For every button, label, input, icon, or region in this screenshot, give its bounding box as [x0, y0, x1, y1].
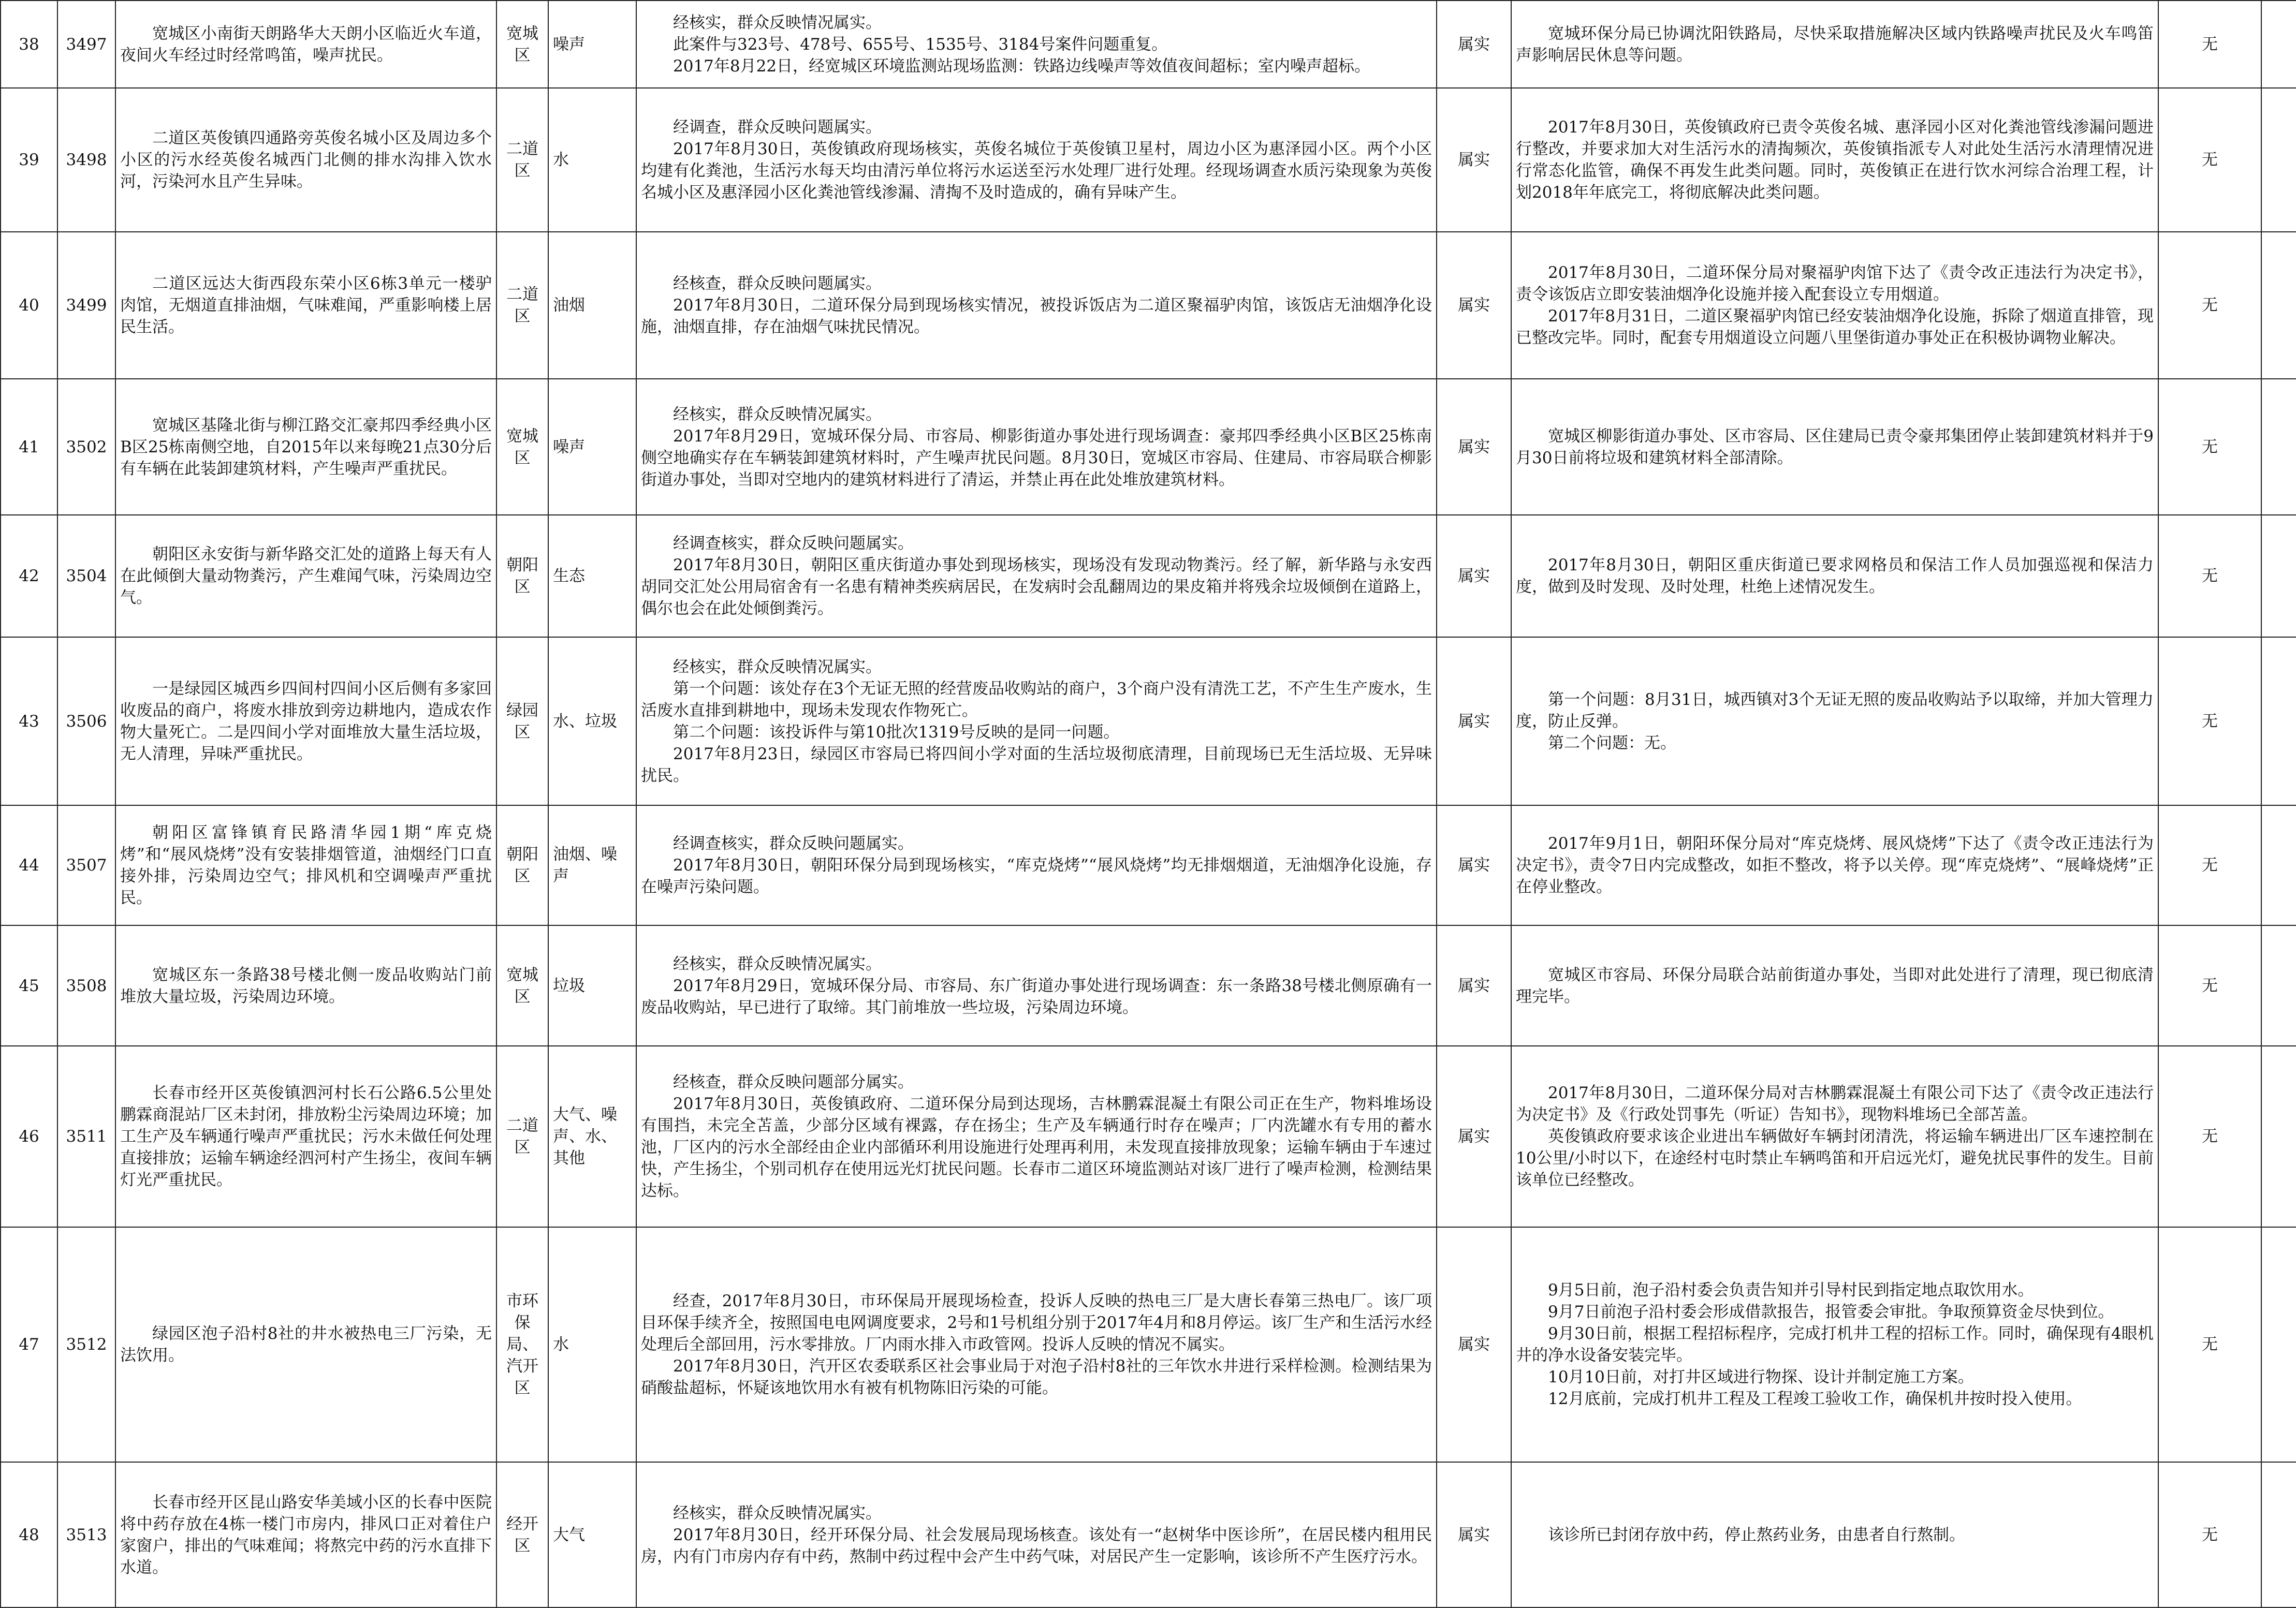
- complaint-description: [115, 1227, 496, 1462]
- handling-result-paragraph: 2017年8月30日，二道环保分局对聚福驴肉馆下达了《责令改正违法行为决定书》，责令该饭店立即安装油烟净化设施并接入配套设立专用烟道。: [1516, 263, 2154, 304]
- verification-status: 属实: [1437, 1046, 1511, 1227]
- trailing-cell: [2261, 637, 2296, 805]
- investigation-findings: [636, 1227, 1437, 1462]
- accountability: 无: [2158, 88, 2261, 232]
- investigation-findings: [636, 1046, 1437, 1227]
- trailing-cell: [2261, 88, 2296, 232]
- handling-result: [1511, 232, 2158, 379]
- pollution-type: 大气: [548, 1462, 636, 1607]
- handling-result: [1511, 379, 2158, 515]
- accountability: 无: [2158, 1462, 2261, 1607]
- handling-result: [1511, 1227, 2158, 1462]
- investigation-findings: [636, 232, 1437, 379]
- handling-result-paragraph: 2017年8月31日，二道区聚福驴肉馆已经安装油烟净化设施，拆除了烟道直排管，现已整改完毕。同时，配套专用烟道设立问题八里堡街道办事处正在积极协调物业解决。: [1516, 307, 2154, 347]
- district: 经开区: [496, 1462, 548, 1607]
- complaint-description: [115, 1046, 496, 1227]
- trailing-cell: [2261, 515, 2296, 637]
- pollution-type: 噪声: [548, 379, 636, 515]
- trailing-cell: [2261, 1227, 2296, 1462]
- handling-result-paragraph: 9月30日前，根据工程招标程序，完成打机井工程的招标工作。同时，确保现有4眼机井的净水设备安装完毕。: [1516, 1324, 2154, 1365]
- row-number: 38: [1, 1, 57, 88]
- handling-result-paragraph: 宽城区柳影街道办事处、区市容局、区住建局已责令豪邦集团停止装卸建筑材料并于9月30日前将垃圾和建筑材料全部清除。: [1516, 426, 2154, 467]
- handling-result: [1511, 925, 2158, 1046]
- verification-status: 属实: [1437, 1227, 1511, 1462]
- handling-result-paragraph: 2017年8月30日，二道环保分局对吉林鹏霖混凝土有限公司下达了《责令改正违法行为决定书》及《行政处罚事先（听证）告知书》，现物料堆场已全部苫盖。: [1516, 1084, 2154, 1124]
- accountability: 无: [2158, 925, 2261, 1046]
- complaint-description-text: 宽城区小南街天朗路华大天朗小区临近火车道，夜间火车经过时经常鸣笛，噪声扰民。: [120, 24, 492, 65]
- table-row: [1, 1462, 2296, 1607]
- district: 宽城区: [496, 1, 548, 88]
- investigation-findings-paragraph: 2017年8月30日，二道环保分局到现场核实情况，被投诉饭店为二道区聚福驴肉馆，该饭店无油烟净化设施，油烟直排，存在油烟气味扰民情况。: [641, 296, 1432, 336]
- pollution-type: 垃圾: [548, 925, 636, 1046]
- district: 市环保局、汽开区: [496, 1227, 548, 1462]
- complaint-description: [115, 637, 496, 805]
- row-number: 46: [1, 1046, 57, 1227]
- complaint-description: [115, 805, 496, 925]
- table-row: [1, 515, 2296, 637]
- complaint-description-text: 长春市经开区昆山路安华美域小区的长春中医院将中药存放在4栋一楼门市房内，排风口正对着住户家窗户，排出的气味难闻；将熬完中药的污水直排下水道。: [120, 1493, 492, 1577]
- case-number: 3508: [57, 925, 115, 1046]
- verification-status: 属实: [1437, 637, 1511, 805]
- complaint-description-text: 二道区英俊镇四通路旁英俊名城小区及周边多个小区的污水经英俊名城西门北侧的排水沟排入饮水河，污染河水且产生异味。: [120, 129, 492, 191]
- accountability: 无: [2158, 1046, 2261, 1227]
- investigation-findings: [636, 637, 1437, 805]
- investigation-findings-paragraph: 2017年8月30日，朝阳区重庆街道办事处到现场核实，现场没有发现动物粪污。经了解，新华路与永安西胡同交汇处公用局宿舍有一名患有精神类疾病居民，在发病时会乱翻周边的果皮箱并将残余垃圾倾倒在道路上，偶尔也会在此处倾倒粪污。: [641, 556, 1432, 618]
- handling-result: [1511, 1462, 2158, 1607]
- verification-status: 属实: [1437, 805, 1511, 925]
- row-number: 47: [1, 1227, 57, 1462]
- trailing-cell: [2261, 379, 2296, 515]
- verification-status: 属实: [1437, 88, 1511, 232]
- complaint-description-text: 绿园区泡子沿村8社的井水被热电三厂污染，无法饮用。: [120, 1324, 492, 1365]
- trailing-cell: [2261, 1462, 2296, 1607]
- investigation-findings-paragraph: 经核实，群众反映情况属实。: [673, 954, 882, 973]
- pollution-type: 油烟: [548, 232, 636, 379]
- accountability: 无: [2158, 1, 2261, 88]
- case-number: 3498: [57, 88, 115, 232]
- investigation-findings-paragraph: 2017年8月30日，汽开区农委联系区社会事业局于对泡子沿村8社的三年饮水井进行采样检测。检测结果为硝酸盐超标，怀疑该地饮用水有被有机物陈旧污染的可能。: [641, 1357, 1432, 1397]
- investigation-findings-paragraph: 2017年8月29日，宽城环保分局、市容局、东广街道办事处进行现场调查：东一条路38号楼北侧原确有一废品收购站，早已进行了取缔。其门前堆放一些垃圾，污染周边环境。: [641, 976, 1432, 1017]
- investigation-findings: [636, 925, 1437, 1046]
- case-number: 3507: [57, 805, 115, 925]
- case-number: 3504: [57, 515, 115, 637]
- handling-result-paragraph: 英俊镇政府要求该企业进出车辆做好车辆封闭清洗，将运输车辆进出厂区车速控制在10公里/小时以下，在途经村屯时禁止车辆鸣笛和开启远光灯，避免扰民事件的发生。目前该单位已经整改。: [1516, 1127, 2154, 1189]
- handling-result-paragraph: 第二个问题：无。: [1548, 733, 1676, 753]
- row-number: 41: [1, 379, 57, 515]
- trailing-cell: [2261, 1046, 2296, 1227]
- investigation-findings-paragraph: 2017年8月30日，经开环保分局、社会发展局现场核查。该处有一“赵树华中医诊所”，在居民楼内租用民房，内有门市房内存有中药，熬制中药过程中会产生中药气味，对居民产生一定影响，该诊所不产生医疗污水。: [641, 1525, 1432, 1566]
- handling-result: [1511, 1, 2158, 88]
- investigation-findings-paragraph: 经核实，群众反映情况属实。: [673, 1503, 882, 1523]
- handling-result: [1511, 515, 2158, 637]
- handling-result-paragraph: 9月7日前泡子沿村委会形成借款报告，报管委会审批。争取预算资金尽快到位。: [1548, 1303, 2114, 1321]
- case-number: 3506: [57, 637, 115, 805]
- accountability: 无: [2158, 1227, 2261, 1462]
- complaint-description-text: 长春市经开区英俊镇泗河村长石公路6.5公里处鹏霖商混站厂区未封闭，排放粉尘污染周边环境；加工生产及车辆通行噪声严重扰民；污水未做任何处理直接排放；运输车辆途经泗河村产生扬尘，夜间车辆灯光严重扰民。: [120, 1084, 492, 1189]
- table-row: [1, 1, 2296, 88]
- case-number: 3513: [57, 1462, 115, 1607]
- investigation-findings-paragraph: 2017年8月22日，经宽城区环境监测站现场监测：铁路边线噪声等效值夜间超标；室内噪声超标。: [673, 56, 1371, 76]
- district: 二道区: [496, 1046, 548, 1227]
- investigation-findings: [636, 1462, 1437, 1607]
- complaint-description: [115, 925, 496, 1046]
- investigation-findings-paragraph: 此案件与323号、478号、655号、1535号、3184号案件问题重复。: [673, 35, 1168, 54]
- table-row: [1, 1227, 2296, 1462]
- handling-result: [1511, 88, 2158, 232]
- table-row: [1, 1046, 2296, 1227]
- investigation-findings: [636, 88, 1437, 232]
- investigation-findings-paragraph: 2017年8月29日，宽城环保分局、市容局、柳影街道办事处进行现场调查：豪邦四季经典小区B区25栋南侧空地确实存在车辆装卸建筑材料时，产生噪声扰民问题。8月30日，宽城区市容局、住建局、市容局联合柳影街道办事处，当即对空地内的建筑材料进行了清运，并禁止再在此处堆放建筑材料。: [641, 426, 1432, 489]
- row-number: 48: [1, 1462, 57, 1607]
- trailing-cell: [2261, 232, 2296, 379]
- accountability: 无: [2158, 379, 2261, 515]
- handling-result-paragraph: 9月5日前，泡子沿村委会负责告知并引导村民到指定地点取饮用水。: [1548, 1281, 2034, 1300]
- complaint-description-text: 宽城区东一条路38号楼北侧一废品收购站门前堆放大量垃圾，污染周边环境。: [120, 965, 492, 1006]
- trailing-cell: [2261, 805, 2296, 925]
- pollution-type: 生态: [548, 515, 636, 637]
- district: 绿园区: [496, 637, 548, 805]
- complaint-description: [115, 379, 496, 515]
- district: 宽城区: [496, 925, 548, 1046]
- accountability: 无: [2158, 232, 2261, 379]
- investigation-findings-paragraph: 经调查，群众反映问题属实。: [673, 118, 882, 137]
- district: 宽城区: [496, 379, 548, 515]
- investigation-findings-paragraph: 第二个问题：该投诉件与第10批次1319号反映的是同一问题。: [673, 722, 1120, 742]
- table-row: [1, 805, 2296, 925]
- complaint-description-text: 宽城区基隆北街与柳江路交汇豪邦四季经典小区B区25栋南侧空地，自2015年以来每晚21点30分后有车辆在此装卸建筑材料，产生噪声严重扰民。: [120, 416, 492, 478]
- investigation-findings-paragraph: 2017年8月30日，英俊镇政府现场核实，英俊名城位于英俊镇卫星村，周边小区为惠泽园小区。两个小区均建有化粪池，生活污水每天均由清污单位将污水运送至污水处理厂进行处理。经现场调查水质污染现象为英俊名城小区及惠泽园小区化粪池管线渗漏、清掏不及时造成的，确有异味产生。: [641, 140, 1432, 202]
- pollution-type: 水、垃圾: [548, 637, 636, 805]
- case-number: 3499: [57, 232, 115, 379]
- pollution-type: 油烟、噪声: [548, 805, 636, 925]
- investigation-findings: [636, 379, 1437, 515]
- handling-result-paragraph: 12月底前，完成打机井工程及工程竣工验收工作，确保机井按时投入使用。: [1548, 1390, 2082, 1408]
- investigation-findings-paragraph: 2017年8月30日，朝阳环保分局到现场核实，“库克烧烤”“展风烧烤”均无排烟烟道，无油烟净化设施，存在噪声污染问题。: [641, 856, 1432, 896]
- complaint-description-text: 朝阳区富锋镇育民路清华园1期“库克烧烤”和“展风烧烤”没有安装排烟管道，油烟经门口直接外排，污染周边空气；排风机和空调噪声严重扰民。: [120, 823, 492, 907]
- verification-status: 属实: [1437, 232, 1511, 379]
- district: 二道区: [496, 232, 548, 379]
- table-row: [1, 379, 2296, 515]
- investigation-findings-paragraph: 经核实，群众反映情况属实。: [673, 657, 882, 676]
- investigation-findings-paragraph: 2017年8月23日，绿园区市容局已将四间小学对面的生活垃圾彻底清理，目前现场已无生活垃圾、无异味扰民。: [641, 744, 1432, 785]
- verification-status: 属实: [1437, 1, 1511, 88]
- pollution-type: 噪声: [548, 1, 636, 88]
- handling-result: [1511, 805, 2158, 925]
- table-row: [1, 88, 2296, 232]
- table-row: [1, 232, 2296, 379]
- handling-result-paragraph: 2017年8月30日，朝阳区重庆街道已要求网格员和保洁工作人员加强巡视和保洁力度，做到及时发现、及时处理，杜绝上述情况发生。: [1516, 556, 2154, 596]
- handling-result-paragraph: 第一个问题：8月31日，城西镇对3个无证无照的废品收购站予以取缔，并加大管理力度，防止反弹。: [1516, 690, 2154, 731]
- complaint-description: [115, 1, 496, 88]
- verification-status: 属实: [1437, 1462, 1511, 1607]
- investigation-findings-paragraph: 经调查核实，群众反映问题属实。: [673, 834, 914, 853]
- handling-result-paragraph: 该诊所已封闭存放中药，停止熬药业务，由患者自行熬制。: [1548, 1525, 1965, 1544]
- investigation-findings: [636, 1, 1437, 88]
- table-row: [1, 925, 2296, 1046]
- row-number: 42: [1, 515, 57, 637]
- district: 朝阳区: [496, 805, 548, 925]
- trailing-cell: [2261, 1, 2296, 88]
- case-number: 3502: [57, 379, 115, 515]
- pollution-type: 水: [548, 88, 636, 232]
- pollution-type: 大气、噪声、水、其他: [548, 1046, 636, 1227]
- investigation-findings-paragraph: 经核实，群众反映情况属实。: [673, 13, 882, 32]
- row-number: 45: [1, 925, 57, 1046]
- investigation-findings-paragraph: 经核查，群众反映问题属实。: [673, 274, 882, 293]
- investigation-findings-paragraph: 2017年8月30日，英俊镇政府、二道环保分局到达现场，吉林鹏霖混凝土有限公司正在生产，物料堆场设有围挡，未完全苫盖，少部分区域有裸露，存在扬尘；生产及车辆通行时存在噪声；厂内洗罐水有专用的蓄水池，厂区内的污水全部经由企业内部循环利用设施进行处理再利用，未发现直接排放现象；运输车辆由于车速过快，产生扬尘，个别司机存在使用远光灯扰民问题。长春市二道区环境监测站对该厂进行了噪声检测，检测结果达标。: [641, 1095, 1432, 1200]
- investigation-findings: [636, 515, 1437, 637]
- complaint-description-text: 朝阳区永安街与新华路交汇处的道路上每天有人在此倾倒大量动物粪污，产生难闻气味，污染周边空气。: [120, 545, 492, 607]
- investigation-findings: [636, 805, 1437, 925]
- handling-result-paragraph: 2017年8月30日，英俊镇政府已责令英俊名城、惠泽园小区对化粪池管线渗漏问题进行整改，并要求加大对生活污水的清掏频次，英俊镇指派专人对此处生活污水清理情况进行常态化监管，确保不再发生此类问题。同时，英俊镇正在进行饮水河综合治理工程，计划2018年年底完工，将彻底解决此类问题。: [1516, 118, 2154, 202]
- handling-result: [1511, 637, 2158, 805]
- investigation-findings-paragraph: 经核查，群众反映问题部分属实。: [673, 1073, 914, 1091]
- investigation-findings-paragraph: 经调查核实，群众反映问题属实。: [673, 534, 914, 553]
- handling-result: [1511, 1046, 2158, 1227]
- complaint-description: [115, 88, 496, 232]
- district: 二道区: [496, 88, 548, 232]
- accountability: 无: [2158, 805, 2261, 925]
- district: 朝阳区: [496, 515, 548, 637]
- handling-result-paragraph: 宽城环保分局已协调沈阳铁路局，尽快采取措施解决区域内铁路噪声扰民及火车鸣笛声影响居民休息等问题。: [1516, 24, 2154, 65]
- row-number: 43: [1, 637, 57, 805]
- handling-result-paragraph: 2017年9月1日，朝阳环保分局对“库克烧烤、展风烧烤”下达了《责令改正违法行为决定书》，责令7日内完成整改，如拒不整改，将予以关停。现“库克烧烤”、“展峰烧烤”正在停业整改。: [1516, 834, 2154, 896]
- accountability: 无: [2158, 637, 2261, 805]
- case-number: 3511: [57, 1046, 115, 1227]
- investigation-findings-paragraph: 经核实，群众反映情况属实。: [673, 405, 882, 424]
- case-number: 3512: [57, 1227, 115, 1462]
- complaint-description: [115, 1462, 496, 1607]
- pollution-type: 水: [548, 1227, 636, 1462]
- trailing-cell: [2261, 925, 2296, 1046]
- complaint-description: [115, 515, 496, 637]
- case-number: 3497: [57, 1, 115, 88]
- accountability: 无: [2158, 515, 2261, 637]
- handling-result-paragraph: 宽城区市容局、环保分局联合站前街道办事处，当即对此处进行了清理，现已彻底清理完毕。: [1516, 965, 2154, 1006]
- verification-status: 属实: [1437, 925, 1511, 1046]
- complaint-description-text: 一是绿园区城西乡四间村四间小区后侧有多家回收废品的商户，将废水排放到旁边耕地内，造成农作物大量死亡。二是四间小学对面堆放大量生活垃圾，无人清理，异味严重扰民。: [120, 679, 492, 763]
- verification-status: 属实: [1437, 379, 1511, 515]
- row-number: 44: [1, 805, 57, 925]
- investigation-findings-paragraph: 第一个问题：该处存在3个无证无照的经营废品收购站的商户，3个商户没有清洗工艺，不产生生产废水，生活废水直排到耕地中，现场未发现农作物死亡。: [641, 679, 1432, 720]
- complaint-description-text: 二道区远达大街西段东荣小区6栋3单元一楼驴肉馆，无烟道直排油烟，气味难闻，严重影响楼上居民生活。: [120, 274, 492, 336]
- investigation-findings-paragraph: 经查，2017年8月30日，市环保局开展现场检查，投诉人反映的热电三厂是大唐长春第三热电厂。该厂项目环保手续齐全，按照国电电网调度要求，2号和1号机组分别于2017年4月和8月停运。该厂生产和生活污水经处理后全部回用，污水零排放。厂内雨水排入市政管网。投诉人反映的情况不属实。: [641, 1292, 1432, 1354]
- handling-result-paragraph: 10月10日前，对打井区域进行物探、设计并制定施工方案。: [1548, 1368, 1974, 1386]
- table-row: [1, 637, 2296, 805]
- complaint-description: [115, 232, 496, 379]
- row-number: 40: [1, 232, 57, 379]
- verification-status: 属实: [1437, 515, 1511, 637]
- row-number: 39: [1, 88, 57, 232]
